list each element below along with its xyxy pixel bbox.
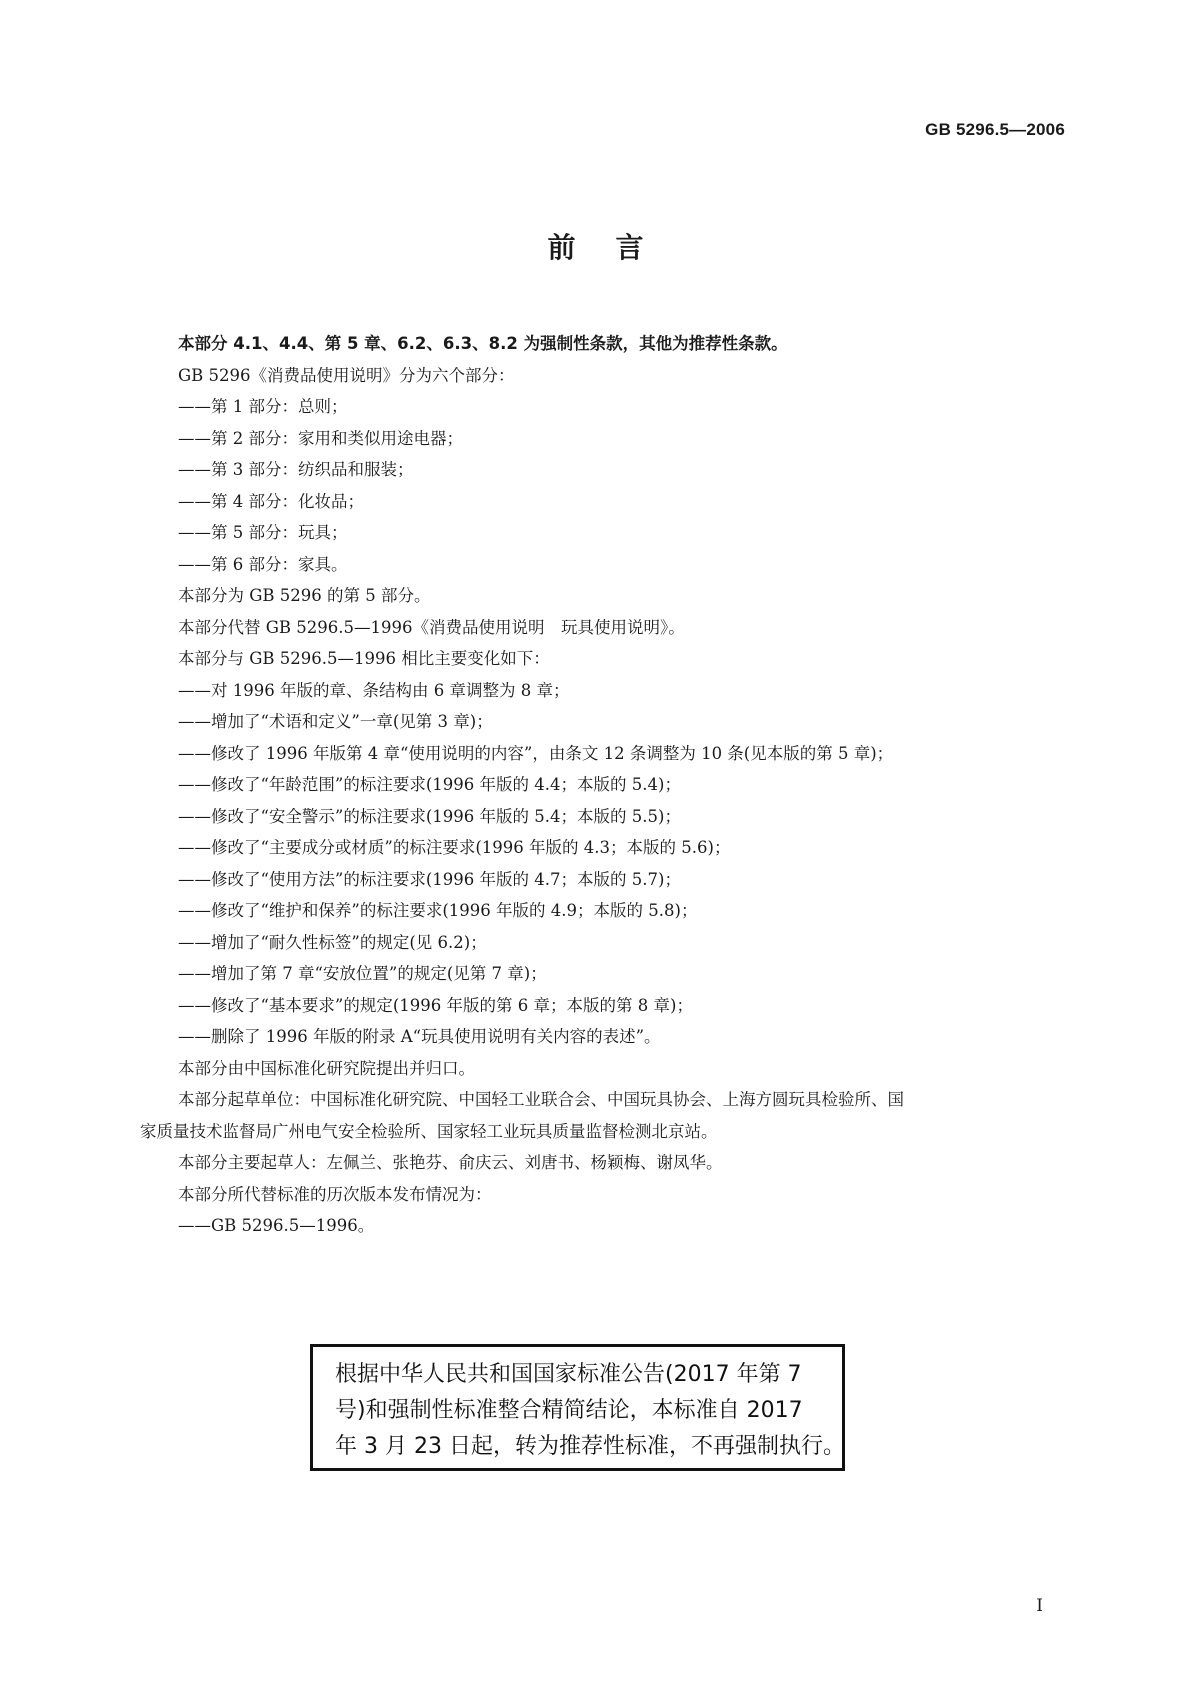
list-item: ——修改了“年龄范围”的标注要求(1996 年版的 4.4；本版的 5.4)；: [178, 775, 681, 794]
list-item: ——第 4 部分：化妆品；: [178, 491, 364, 511]
list-item: ——修改了“基本要求”的规定(1996 年版的第 6 章；本版的第 8 章)；: [178, 995, 693, 1015]
paragraph: 本部分起草单位：中国标准化研究院、中国轻工业联合会、中国玩具协会、上海方圆玩具检验所、国: [178, 1090, 904, 1109]
paragraph: GB 5296《消费品使用说明》分为六个部分：: [178, 365, 515, 385]
list-item: ——增加了“耐久性标签”的规定(见 6.2)；: [178, 932, 487, 952]
standard-number: GB 5296.5—2006: [925, 120, 1065, 139]
list-item: ——第 2 部分：家用和类似用途电器；: [178, 428, 463, 448]
paragraph: 本部分主要起草人：左佩兰、张艳芬、俞庆云、刘唐书、杨颖梅、谢凤华。: [178, 1153, 723, 1172]
list-item: ——第 3 部分：纺织品和服装；: [178, 460, 414, 479]
list-item: ——第 5 部分：玩具；: [178, 523, 348, 542]
list-item: ——第 6 部分：家具。: [178, 554, 348, 574]
page-number: I: [1036, 1596, 1043, 1616]
paragraph: 家质量技术监督局广州电气安全检验所、国家轻工业玩具质量监督检测北京站。: [140, 1121, 718, 1141]
paragraph: 本部分由中国标准化研究院提出并归口。: [178, 1058, 475, 1078]
list-item: ——第 1 部分：总则；: [178, 397, 348, 416]
list-item: ——增加了“术语和定义”一章(见第 3 章)；: [178, 712, 493, 731]
paragraph: 本部分所代替标准的历次版本发布情况为：: [178, 1184, 492, 1204]
foreword-body: [140, 328, 1070, 1242]
notice-line: 号)和强制性标准整合精简结论，本标准自 2017: [335, 1398, 803, 1423]
notice-line: 年 3 月 23 日起，转为推荐性标准，不再强制执行。: [335, 1434, 845, 1459]
paragraph: 本部分 4.1、4.4、第 5 章、6.2、6.3、8.2 为强制性条款，其他为推荐性条款。: [178, 334, 788, 353]
list-item: ——修改了“使用方法”的标注要求(1996 年版的 4.7；本版的 5.7)；: [178, 869, 681, 889]
paragraph: 本部分为 GB 5296 的第 5 部分。: [178, 586, 431, 605]
page-title: 前言: [547, 231, 684, 264]
list-item: ——增加了第 7 章“安放位置”的规定(见第 7 章)；: [178, 964, 547, 983]
notice-box: [310, 1344, 845, 1471]
list-item: ——修改了“维护和保养”的标注要求(1996 年版的 4.9；本版的 5.8)；: [178, 901, 698, 920]
notice-line: 根据中华人民共和国国家标准公告(2017 年第 7: [335, 1362, 802, 1387]
paragraph: 本部分代替 GB 5296.5—1996《消费品使用说明 玩具使用说明》。: [178, 617, 685, 637]
list-item: ——GB 5296.5—1996。: [178, 1216, 375, 1235]
list-item: ——修改了“安全警示”的标注要求(1996 年版的 5.4；本版的 5.5)；: [178, 806, 681, 826]
paragraph: 本部分与 GB 5296.5—1996 相比主要变化如下：: [178, 649, 550, 668]
list-item: ——对 1996 年版的章、条结构由 6 章调整为 8 章；: [178, 680, 570, 700]
list-item: ——修改了 1996 年版第 4 章“使用说明的内容”，由条文 12 条调整为 10 条(见本版的第 5 章)；: [178, 743, 894, 763]
list-item: ——修改了“主要成分或材质”的标注要求(1996 年版的 4.3；本版的 5.6)；: [178, 838, 731, 857]
list-item: ——删除了 1996 年版的附录 A“玩具使用说明有关内容的表述”。: [178, 1027, 661, 1046]
